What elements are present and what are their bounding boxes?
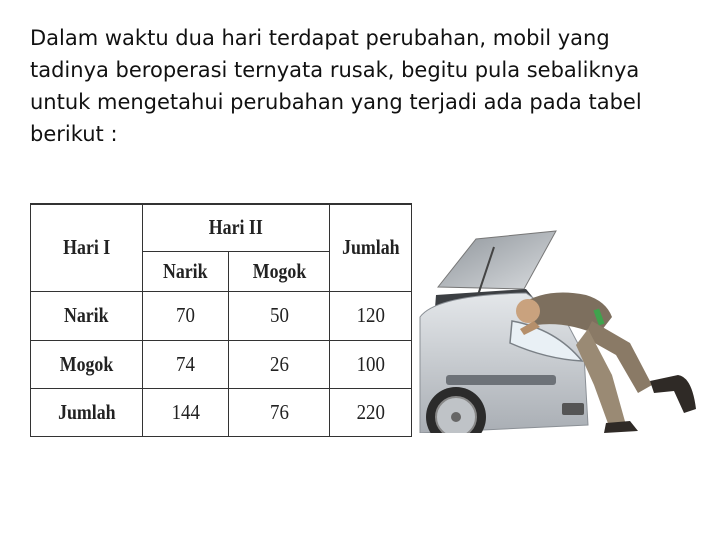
- table-cell: [330, 388, 412, 436]
- intro-paragraph: Dalam waktu dua hari terdapat perubahan, mobil yang tadinya beroperasi ternyata rusak, begitu pula sebaliknya untuk mengetahui perubahan yang terjadi ada pada tabel berikut :: [30, 26, 642, 146]
- table-cell: [229, 388, 330, 436]
- sub-header-narik: Narik: [163, 258, 208, 283]
- mechanic-car-illustration: [416, 225, 716, 433]
- grille: [446, 375, 556, 385]
- row-label-cell: [31, 291, 143, 340]
- row-label-cell: [31, 340, 143, 388]
- sub-header-mogok: Mogok: [252, 258, 306, 283]
- table-cell: [143, 340, 229, 388]
- cell-value: 26: [269, 351, 289, 376]
- data-table: [30, 203, 412, 437]
- row-label: Jumlah: [57, 399, 116, 424]
- table-cell: [330, 291, 412, 340]
- cell-value: 100: [356, 351, 385, 376]
- table-cell: [143, 291, 229, 340]
- total-header: Jumlah: [341, 235, 400, 260]
- corner-header: Hari I: [62, 235, 111, 260]
- table-cell: [330, 340, 412, 388]
- cell-value: 144: [171, 399, 200, 424]
- total-header-cell: [330, 204, 412, 291]
- cell-value: 76: [269, 399, 289, 424]
- table-cell: [229, 340, 330, 388]
- cell-value: 220: [356, 399, 385, 424]
- row-label-cell: [31, 388, 143, 436]
- mechanic-car-photo: [416, 225, 716, 433]
- table-cell: [229, 291, 330, 340]
- row-label: Narik: [64, 303, 109, 328]
- table-cell: [143, 388, 229, 436]
- cell-value: 74: [176, 351, 195, 376]
- sub-header-cell: [229, 251, 330, 291]
- table-row: [31, 291, 412, 340]
- boot-front: [604, 421, 638, 433]
- table-row: [31, 340, 412, 388]
- car-hood: [438, 231, 556, 289]
- corner-header-cell: [31, 204, 143, 291]
- transition-table: [30, 203, 411, 437]
- cell-value: 70: [176, 303, 195, 328]
- cell-value: 120: [356, 303, 385, 328]
- row-label: Mogok: [59, 351, 114, 376]
- fog-light: [562, 403, 584, 415]
- boot-back: [650, 375, 696, 413]
- sub-header-cell: [143, 251, 229, 291]
- group-header: Hari II: [208, 215, 264, 240]
- table-row: [31, 388, 412, 436]
- mechanic-head: [516, 299, 540, 323]
- cell-value: 50: [269, 303, 289, 328]
- group-header-cell: [143, 204, 330, 251]
